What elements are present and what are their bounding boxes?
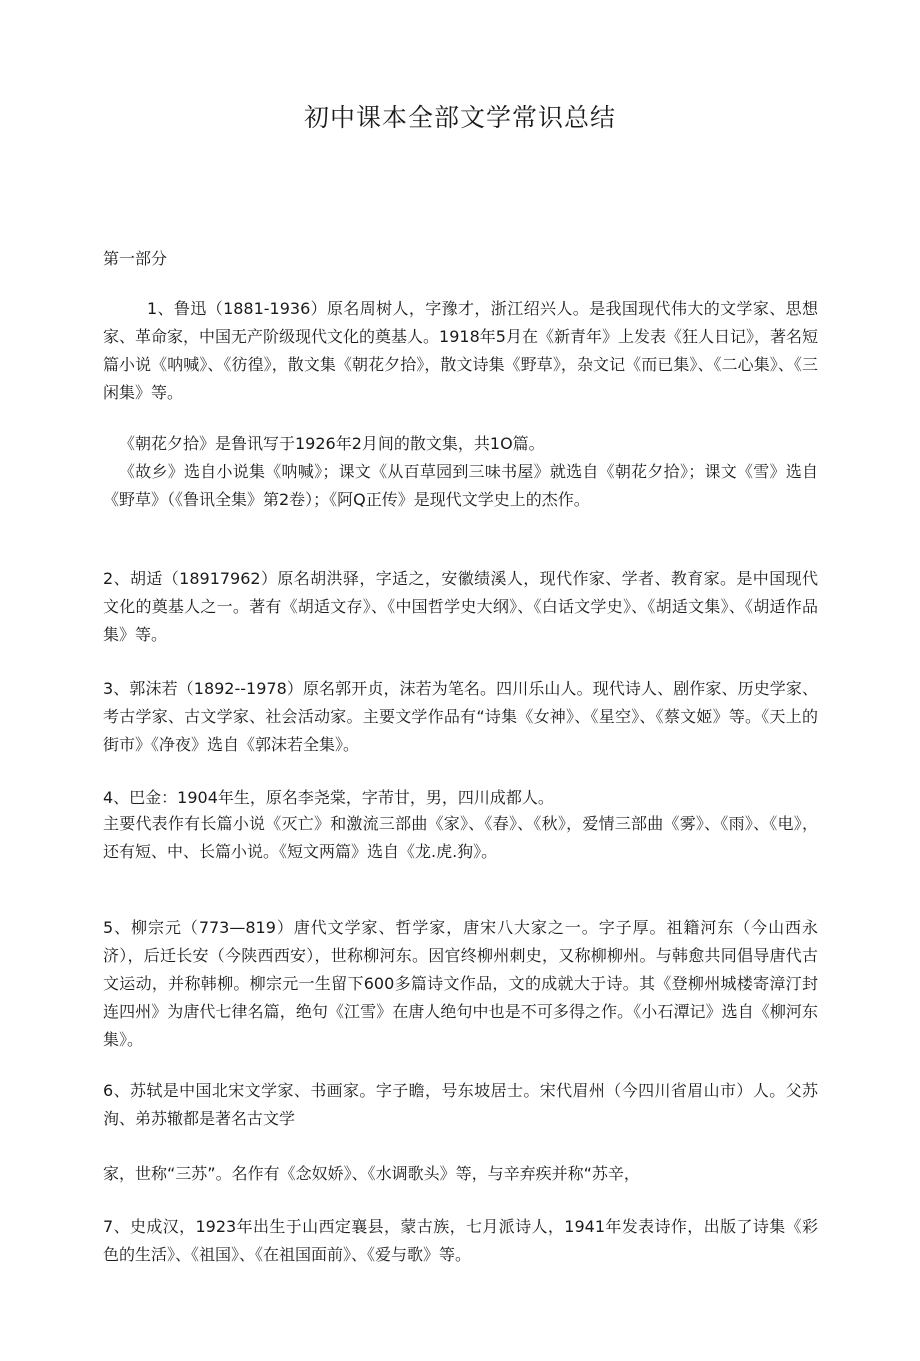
paragraph-liuzongyuan: 5、柳宗元（773—819）唐代文学家、哲学家，唐宋八大家之一。字子厚。祖籍河东（今山西永济），后迁长安（今陕西西安），世称柳河东。因官终柳州刺史，又称柳柳州。与韩愈共同倡导唐代古文运动，并称韩柳。柳宗元一生留下600多篇诗文作品，文的成就大于诗。其《登柳州城楼寄漳汀封连四州》为唐代七律名篇，绝句《江雪》在唐人绝句中也是不可多得之作。《小石潭记》选自《柳河东集》。	[103, 918, 818, 1049]
paragraph-hushi: 2、胡适（18917962）原名胡洪驿，字适之，安徽绩溪人，现代作家、学者、教育家。是中国现代文化的奠基人之一。著有《胡适文存》、《中国哲学史大纲》、《白话文学史》、《胡适文集》、《胡适作品集》等。	[103, 569, 818, 644]
paragraph-sushi: 6、苏轼是中国北宋文学家、书画家。字子瞻，号东坡居士。宋代眉州（今四川省眉山市）人。父苏洵、弟苏辙都是著名古文学	[103, 1081, 818, 1128]
paragraph-guomoruo: 3、郭沫若（1892--1978）原名郭开贞，沫若为笔名。四川乐山人。现代诗人、剧作家、历史学家、考古学家、古文学家、社会活动家。主要文学作品有“诗集《女神》、《星空》、《蔡文姬》等。《天上的街市》《净夜》选自《郭沫若全集》。	[103, 679, 818, 754]
page-title: 初中课本全部文学常识总结	[303, 103, 616, 132]
paragraph-shichenghan: 7、史成汉，1923年出生于山西定襄县，蒙古族，七月派诗人，1941年发表诗作，出版了诗集《彩色的生活》、《祖国》、《在祖国面前》、《爱与歌》等。	[103, 1217, 818, 1264]
paragraph-bajin-intro: 4、巴金：1904年生，原名李尧棠，字芾甘，男，四川成都人。	[103, 788, 554, 807]
paragraph-zhaohua: 《朝花夕拾》是鲁讯写于1926年2月间的散文集，共1O篇。	[119, 434, 545, 453]
paragraph-guxiang: 《故乡》选自小说集《呐喊》；课文《从百草园到三味书屋》就选自《朝花夕拾》；课文《雪》选自《野草》（《鲁讯全集》第2卷）；《阿Q正传》是现代文学史上的杰作。	[103, 462, 818, 509]
section-label: 第一部分	[103, 249, 168, 268]
paragraph-sushi-cont: 家，世称“三苏”。名作有《念奴娇》、《水调歌头》等，与辛弃疾并称“苏辛，	[103, 1164, 640, 1183]
paragraph-bajin-works: 主要代表作有长篇小说《灭亡》和激流三部曲《家》、《春》、《秋》，爱情三部曲《雾》、《雨》、《电》，还有短、中、长篇小说。《短文两篇》选自《龙.虎.狗》。	[103, 814, 818, 861]
paragraph-luxun: 1、鲁迅（1881-1936）原名周树人，字豫才，浙江绍兴人。是我国现代伟大的文学家、思想家、革命家，中国无产阶级现代文化的奠基人。1918年5月在《新青年》上发表《狂人日记》，著名短篇小说《呐喊》、《彷徨》，散文集《朝花夕拾》，散文诗集《野草》，杂文记《而已集》、《二心集》、《三闲集》等。	[103, 299, 818, 402]
